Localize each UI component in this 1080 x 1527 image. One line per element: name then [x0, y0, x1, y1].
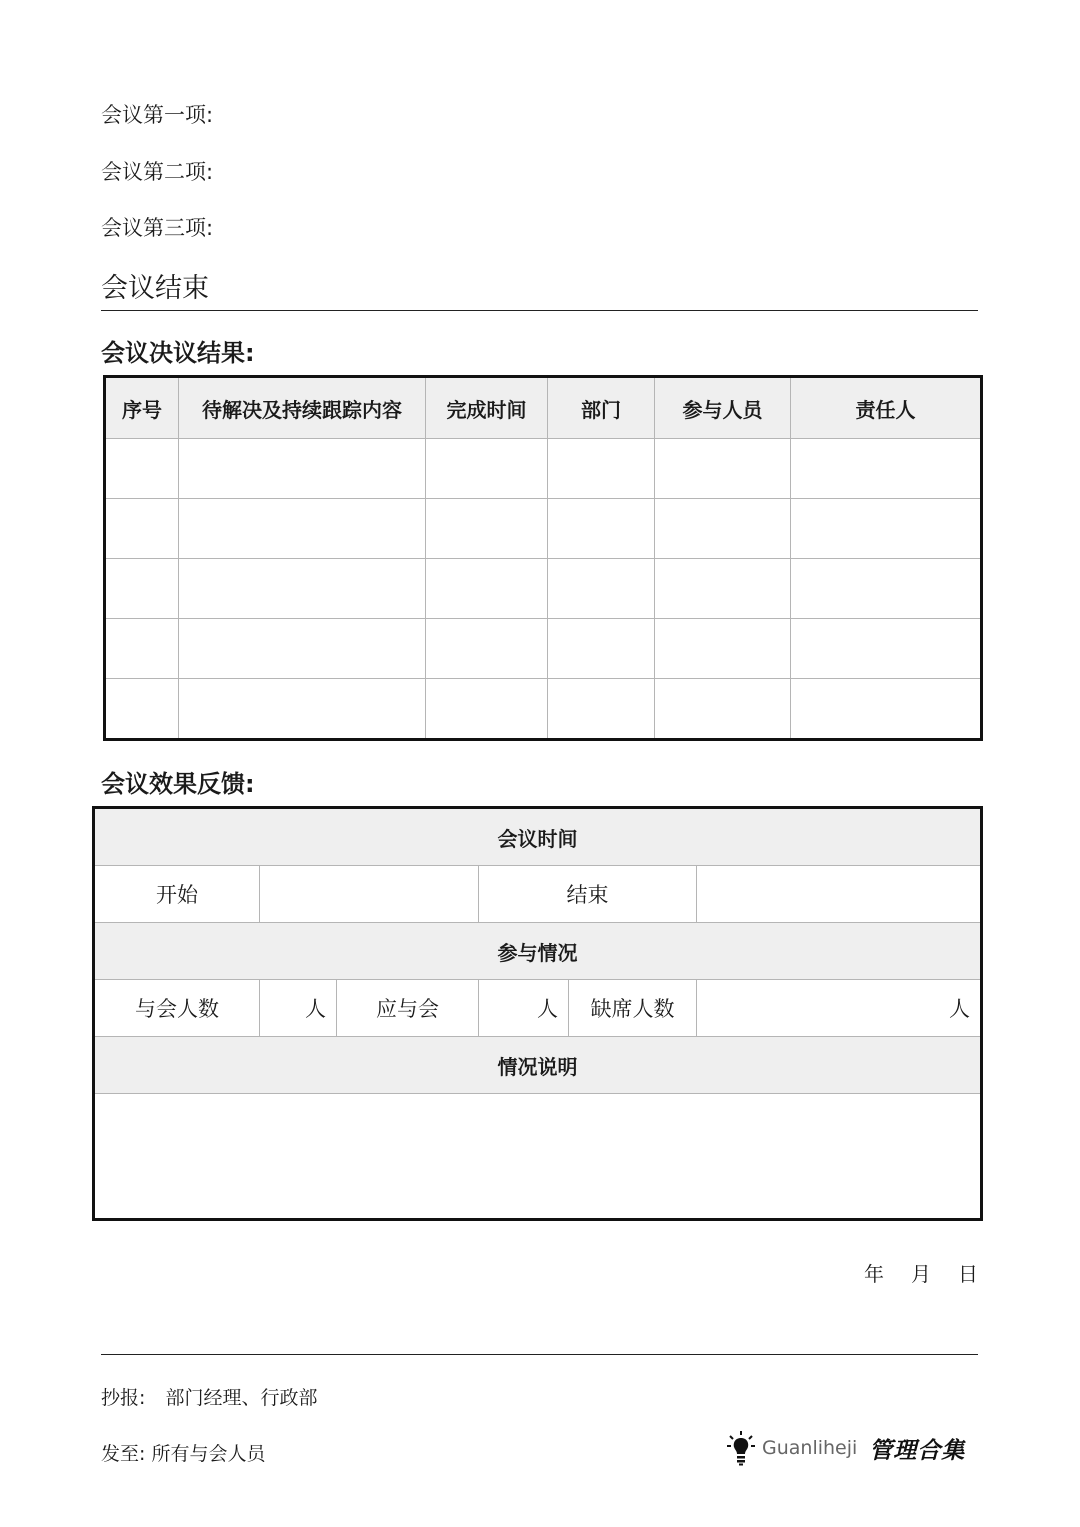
footer-divider [101, 1354, 978, 1355]
table-cell[interactable] [179, 439, 426, 499]
table-row [105, 619, 982, 679]
table-cell[interactable] [426, 559, 548, 619]
date-month: 月 [911, 1262, 931, 1286]
col-header-owner: 责任人 [791, 377, 982, 439]
feedback-table [92, 806, 983, 1221]
table-cell[interactable] [105, 619, 179, 679]
absent-label: 缺席人数 [569, 980, 697, 1037]
table-cell[interactable] [548, 499, 655, 559]
resolution-table [103, 375, 983, 741]
table-row [105, 499, 982, 559]
cc-line [101, 1383, 317, 1410]
notes-header: 情况说明 [94, 1037, 982, 1094]
to-label: 发至: [101, 1443, 146, 1465]
col-header-index: 序号 [105, 377, 179, 439]
agenda-item-3: 会议第三项: [101, 216, 214, 240]
table-cell[interactable] [426, 499, 548, 559]
meeting-time-header: 会议时间 [94, 808, 982, 866]
expected-label: 应与会 [337, 980, 479, 1037]
expected-count-field[interactable]: 人 [479, 980, 569, 1037]
resolution-title: 会议决议结果: [101, 339, 255, 367]
notes-field[interactable] [94, 1094, 982, 1220]
table-row [105, 559, 982, 619]
table-cell[interactable] [105, 559, 179, 619]
table-cell[interactable] [548, 439, 655, 499]
table-cell[interactable] [105, 499, 179, 559]
table-row [105, 679, 982, 740]
table-cell[interactable] [179, 559, 426, 619]
table-cell[interactable] [655, 679, 791, 740]
table-cell[interactable] [791, 679, 982, 740]
table-cell[interactable] [179, 679, 426, 740]
table-row [105, 439, 982, 499]
col-header-due-time: 完成时间 [426, 377, 548, 439]
cc-label: 抄报: [101, 1387, 146, 1409]
meeting-end-title: 会议结束 [101, 273, 209, 304]
attendees-count-field[interactable]: 人 [260, 980, 337, 1037]
table-cell[interactable] [655, 499, 791, 559]
date-day: 日 [958, 1262, 978, 1286]
to-line [101, 1439, 265, 1466]
table-cell[interactable] [791, 439, 982, 499]
table-cell[interactable] [105, 679, 179, 740]
feedback-title: 会议效果反馈: [101, 770, 255, 798]
cc-value: 部门经理、行政部 [165, 1387, 318, 1409]
end-time-field[interactable] [697, 866, 982, 923]
table-cell[interactable] [105, 439, 179, 499]
table-cell[interactable] [548, 559, 655, 619]
col-header-content: 待解决及持续跟踪内容 [179, 377, 426, 439]
table-cell[interactable] [548, 619, 655, 679]
table-cell[interactable] [426, 439, 548, 499]
start-label: 开始 [94, 866, 260, 923]
agenda-item-2: 会议第二项: [101, 160, 214, 184]
logo-text-en: Guanliheji [762, 1437, 858, 1459]
date-year: 年 [864, 1262, 884, 1286]
table-cell[interactable] [655, 619, 791, 679]
table-cell[interactable] [179, 619, 426, 679]
end-label: 结束 [479, 866, 697, 923]
absent-count-field[interactable]: 人 [697, 980, 982, 1037]
col-header-participants: 参与人员 [655, 377, 791, 439]
table-cell[interactable] [791, 619, 982, 679]
lightbulb-icon [726, 1430, 756, 1466]
table-cell[interactable] [548, 679, 655, 740]
attendees-label: 与会人数 [94, 980, 260, 1037]
to-value: 所有与会人员 [151, 1443, 266, 1465]
table-cell[interactable] [655, 559, 791, 619]
start-time-field[interactable] [260, 866, 479, 923]
table-cell[interactable] [655, 439, 791, 499]
brand-logo [726, 1428, 965, 1468]
logo-text-cn: 管理合集 [869, 1436, 966, 1464]
table-header-row [105, 377, 982, 439]
table-cell[interactable] [791, 559, 982, 619]
table-cell[interactable] [426, 679, 548, 740]
table-cell[interactable] [179, 499, 426, 559]
table-cell[interactable] [426, 619, 548, 679]
divider [101, 310, 978, 311]
participation-header: 参与情况 [94, 923, 982, 980]
agenda-item-1: 会议第一项: [101, 103, 214, 127]
table-cell[interactable] [791, 499, 982, 559]
col-header-department: 部门 [548, 377, 655, 439]
